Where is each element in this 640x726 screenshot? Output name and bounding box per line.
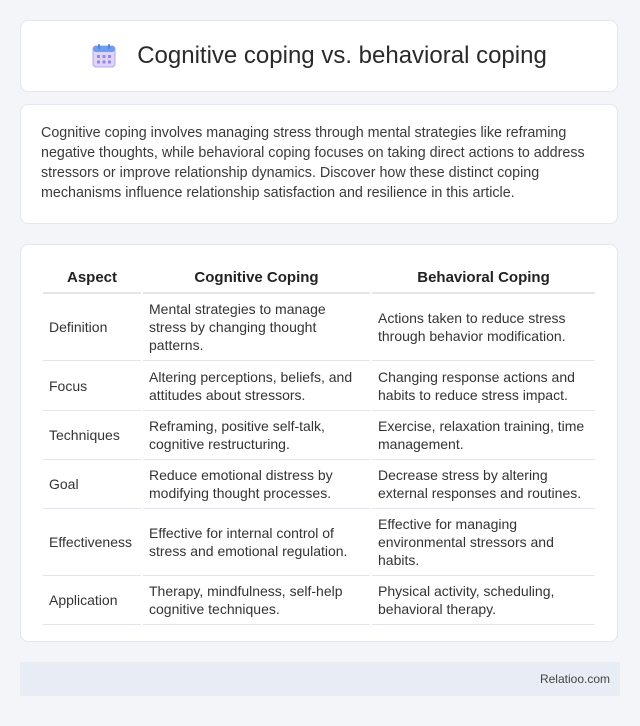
row-aspect: Effectiveness [43,509,141,576]
row-behavioral: Actions taken to reduce stress through behavior modification. [372,294,595,361]
row-behavioral: Changing response actions and habits to reduce stress impact. [372,361,595,411]
row-cognitive: Therapy, mindfulness, self-help cognitive techniques. [143,576,370,625]
row-behavioral: Physical activity, scheduling, behavioral therapy. [372,576,595,625]
row-aspect: Definition [43,294,141,361]
comparison-table [41,265,597,625]
intro-card [20,104,618,224]
row-aspect: Focus [43,361,141,411]
row-aspect: Goal [43,460,141,509]
row-cognitive: Reduce emotional distress by modifying thought processes. [143,460,370,509]
intro-text: Cognitive coping involves managing stress through mental strategies like reframing negative thoughts, while behavioral coping focuses on taking direct actions to address stressors or improve relationship dynamics. Discover how these distinct coping mechanisms influence relationship satisfaction and resilience in this article. [41,125,585,201]
row-behavioral: Decrease stress by altering external responses and routines. [372,460,595,509]
table-row [43,576,595,625]
row-cognitive: Reframing, positive self-talk, cognitive restructuring. [143,411,370,460]
column-header-behavioral: Behavioral Coping [372,265,595,294]
table-row [43,509,595,576]
comparison-table-card [20,244,618,642]
table-row [43,361,595,411]
column-header-aspect: Aspect [43,265,141,294]
row-cognitive: Mental strategies to manage stress by changing thought patterns. [143,294,370,361]
row-aspect: Techniques [43,411,141,460]
row-cognitive: Effective for internal control of stress and emotional regulation. [143,509,370,576]
table-row [43,411,595,460]
row-cognitive: Altering perceptions, beliefs, and attitudes about stressors. [143,361,370,411]
table-row [43,294,595,361]
footer-brand: Relatioo.com [539,672,610,686]
calendar-icon [91,43,117,69]
row-behavioral: Exercise, relaxation training, time management. [372,411,595,460]
page-title: Cognitive coping vs. behavioral coping [137,42,547,69]
row-aspect: Application [43,576,141,625]
footer [20,662,620,696]
table-header-row [43,265,595,294]
table-row [43,460,595,509]
column-header-cognitive: Cognitive Coping [143,265,370,294]
title-card [20,20,618,92]
row-behavioral: Effective for managing environmental stressors and habits. [372,509,595,576]
